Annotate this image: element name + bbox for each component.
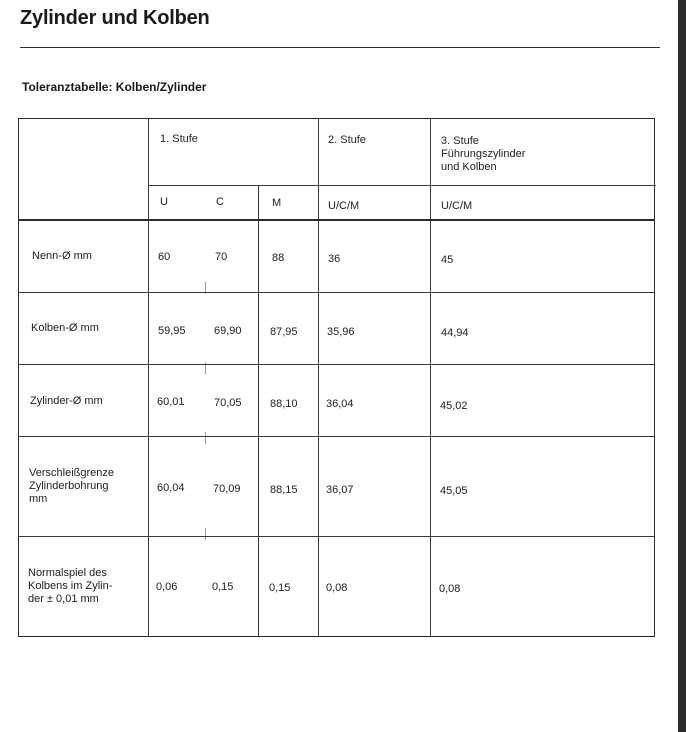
row-divider <box>18 536 655 537</box>
value-stage-3: 45,02 <box>440 400 468 412</box>
subheader-m: M <box>272 197 282 209</box>
value-c: 69,90 <box>214 325 242 337</box>
value-stage-3: 44,94 <box>441 327 469 339</box>
value-stage-2: 35,96 <box>327 326 355 338</box>
row-divider <box>18 219 655 221</box>
value-stage-3: 45,05 <box>440 485 468 497</box>
value-stage-2: 36,07 <box>326 484 354 496</box>
value-stage-2: 0,08 <box>326 582 348 594</box>
page-title: Zylinder und Kolben <box>20 7 210 29</box>
row-label: Verschleißgrenze Zylinderbohrung mm <box>29 467 114 505</box>
value-m: 0,15 <box>269 582 291 594</box>
value-u: 60,04 <box>157 482 185 494</box>
subheader-ucm-stage-3: U/C/M <box>441 200 473 212</box>
value-m: 87,95 <box>270 326 298 338</box>
row-divider <box>18 292 655 293</box>
value-u: 60,01 <box>157 396 185 408</box>
row-divider <box>18 436 655 437</box>
value-m: 88 <box>272 252 285 264</box>
subheader-ucm-stage-2: U/C/M <box>328 200 360 212</box>
section-heading: Toleranztabelle: Kolben/Zylinder <box>22 80 207 94</box>
subheader-u: U <box>160 196 168 208</box>
page-edge-bar <box>678 0 686 732</box>
column-divider <box>258 185 259 637</box>
value-c: 0,15 <box>212 581 234 593</box>
group-header-stage-2: 2. Stufe <box>328 134 366 146</box>
value-u: 0,06 <box>156 581 178 593</box>
value-m: 88,15 <box>270 484 298 496</box>
tolerance-table <box>18 118 655 637</box>
row-label: Kolben-Ø mm <box>31 322 99 334</box>
group-header-stage-1: 1. Stufe <box>160 133 198 145</box>
value-u: 60 <box>158 251 171 263</box>
title-divider <box>20 47 660 48</box>
grid-tick <box>205 528 206 540</box>
row-label: Normalspiel des Kolbens im Zylin- der ± 0,01 mm <box>28 567 113 605</box>
value-stage-3: 45 <box>441 254 454 266</box>
grid-tick <box>205 432 206 444</box>
row-label: Nenn-Ø mm <box>32 250 92 262</box>
row-divider <box>148 185 656 186</box>
row-divider <box>18 364 655 365</box>
value-c: 70,05 <box>214 397 242 409</box>
subheader-c: C <box>216 196 224 208</box>
value-stage-2: 36,04 <box>326 398 354 410</box>
column-divider <box>148 119 149 637</box>
group-header-stage-3: 3. Stufe Führungszylinder und Kolben <box>441 135 526 173</box>
value-u: 59,95 <box>158 325 186 337</box>
column-divider <box>318 119 319 637</box>
value-c: 70 <box>215 251 228 263</box>
row-label: Zylinder-Ø mm <box>30 395 103 407</box>
value-m: 88,10 <box>270 398 298 410</box>
value-c: 70,09 <box>213 483 241 495</box>
value-stage-3: 0,08 <box>439 583 461 595</box>
column-divider <box>430 119 431 637</box>
value-stage-2: 36 <box>328 253 341 265</box>
